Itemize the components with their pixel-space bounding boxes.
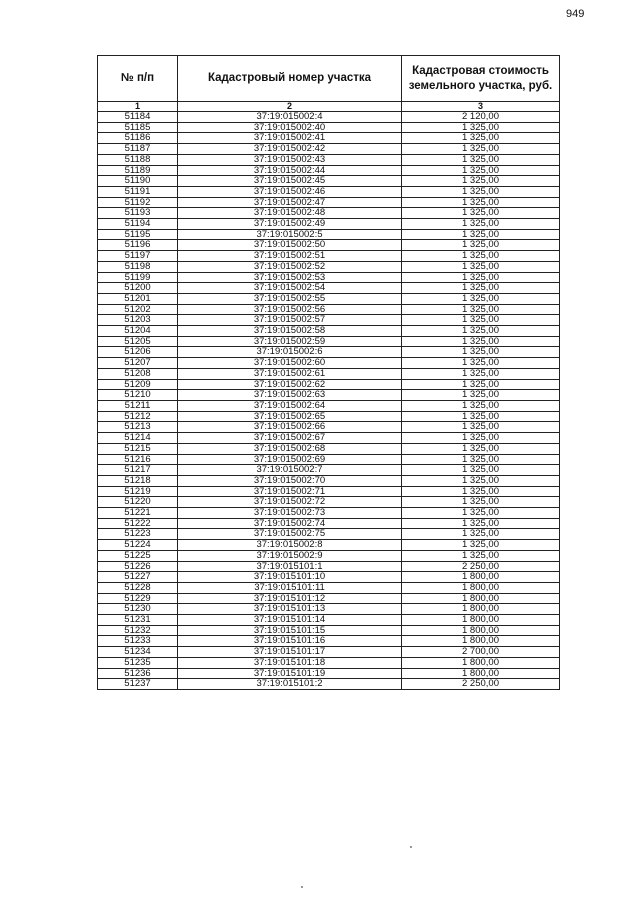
cadastral-value-cell: 1 325,00 — [402, 518, 560, 529]
table-row — [98, 508, 560, 519]
row-number-cell: 51212 — [98, 411, 178, 422]
table-row — [98, 229, 560, 240]
cadastral-value-cell: 1 325,00 — [402, 465, 560, 476]
table-row — [98, 197, 560, 208]
row-number-cell: 51220 — [98, 497, 178, 508]
table-row — [98, 186, 560, 197]
cadastral-value-cell: 1 325,00 — [402, 122, 560, 133]
cadastral-number-cell: 37:19:015002:63 — [178, 390, 402, 401]
row-number-cell: 51228 — [98, 582, 178, 593]
table-row — [98, 529, 560, 540]
table-row — [98, 293, 560, 304]
cadastral-value-cell: 1 325,00 — [402, 486, 560, 497]
cadastral-value-cell: 1 325,00 — [402, 411, 560, 422]
table-row — [98, 208, 560, 219]
cadastral-value-cell: 1 800,00 — [402, 657, 560, 668]
cadastral-value-cell: 1 325,00 — [402, 347, 560, 358]
table-row — [98, 347, 560, 358]
table-row — [98, 219, 560, 230]
cadastral-value-cell: 1 325,00 — [402, 229, 560, 240]
cadastral-number-cell: 37:19:015002:4 — [178, 112, 402, 123]
cadastral-number-cell: 37:19:015002:70 — [178, 475, 402, 486]
row-number-cell: 51190 — [98, 176, 178, 187]
cadastral-number-cell: 37:19:015101:12 — [178, 593, 402, 604]
row-number-cell: 51214 — [98, 433, 178, 444]
row-number-cell: 51188 — [98, 154, 178, 165]
row-number-cell: 51218 — [98, 475, 178, 486]
table-row — [98, 411, 560, 422]
table-row — [98, 144, 560, 155]
table-row — [98, 443, 560, 454]
table-row — [98, 251, 560, 262]
cadastral-number-cell: 37:19:015002:40 — [178, 122, 402, 133]
cadastral-value-cell: 1 325,00 — [402, 251, 560, 262]
table-row — [98, 112, 560, 123]
cadastral-value-cell: 1 325,00 — [402, 550, 560, 561]
row-number-cell: 51236 — [98, 668, 178, 679]
cadastral-value-cell: 1 325,00 — [402, 368, 560, 379]
cadastral-value-cell: 2 700,00 — [402, 647, 560, 658]
cadastral-value-cell: 1 325,00 — [402, 475, 560, 486]
table-row — [98, 304, 560, 315]
cadastral-value-cell: 1 325,00 — [402, 315, 560, 326]
cadastral-value-cell: 1 325,00 — [402, 261, 560, 272]
cadastral-number-cell: 37:19:015002:57 — [178, 315, 402, 326]
cadastral-value-cell: 1 325,00 — [402, 304, 560, 315]
cadastral-number-cell: 37:19:015002:51 — [178, 251, 402, 262]
column-number-3: 3 — [402, 102, 560, 112]
row-number-cell: 51222 — [98, 518, 178, 529]
row-number-cell: 51216 — [98, 454, 178, 465]
row-number-cell: 51192 — [98, 197, 178, 208]
row-number-cell: 51206 — [98, 347, 178, 358]
row-number-cell: 51215 — [98, 443, 178, 454]
cadastral-value-cell: 1 325,00 — [402, 390, 560, 401]
column-number-2: 2 — [178, 102, 402, 112]
table-row — [98, 625, 560, 636]
table-row — [98, 465, 560, 476]
cadastral-value-cell: 1 325,00 — [402, 176, 560, 187]
table-row — [98, 657, 560, 668]
cadastral-value-cell: 1 325,00 — [402, 272, 560, 283]
row-number-cell: 51224 — [98, 540, 178, 551]
cadastral-number-cell: 37:19:015002:65 — [178, 411, 402, 422]
cadastral-value-cell: 1 800,00 — [402, 604, 560, 615]
column-number-row — [98, 102, 560, 112]
cadastral-value-cell: 1 325,00 — [402, 443, 560, 454]
row-number-cell: 51187 — [98, 144, 178, 155]
row-number-cell: 51195 — [98, 229, 178, 240]
row-number-cell: 51232 — [98, 625, 178, 636]
table-row — [98, 176, 560, 187]
table-row — [98, 615, 560, 626]
row-number-cell: 51197 — [98, 251, 178, 262]
row-number-cell: 51186 — [98, 133, 178, 144]
table-body — [98, 112, 560, 690]
row-number-cell: 51202 — [98, 304, 178, 315]
cadastral-number-cell: 37:19:015002:47 — [178, 197, 402, 208]
table-row — [98, 636, 560, 647]
cadastral-value-cell: 2 250,00 — [402, 561, 560, 572]
row-number-cell: 51231 — [98, 615, 178, 626]
row-number-cell: 51203 — [98, 315, 178, 326]
cadastral-number-cell: 37:19:015002:42 — [178, 144, 402, 155]
row-number-cell: 51209 — [98, 379, 178, 390]
cadastral-value-cell: 1 325,00 — [402, 497, 560, 508]
cadastral-value-cell: 1 800,00 — [402, 668, 560, 679]
cadastral-number-cell: 37:19:015101:17 — [178, 647, 402, 658]
cadastral-number-cell: 37:19:015002:43 — [178, 154, 402, 165]
cadastral-number-cell: 37:19:015101:14 — [178, 615, 402, 626]
row-number-cell: 51189 — [98, 165, 178, 176]
cadastral-number-cell: 37:19:015002:9 — [178, 550, 402, 561]
cadastral-number-cell: 37:19:015002:52 — [178, 261, 402, 272]
table-row — [98, 315, 560, 326]
cadastral-value-table — [97, 55, 560, 690]
table-row — [98, 475, 560, 486]
cadastral-number-cell: 37:19:015002:58 — [178, 326, 402, 337]
header-cadastral-value: Кадастровая стоимость земельного участка, руб. — [402, 56, 560, 102]
table-row — [98, 122, 560, 133]
table-row — [98, 400, 560, 411]
table-row — [98, 154, 560, 165]
row-number-cell: 51201 — [98, 293, 178, 304]
scan-speck — [410, 846, 412, 848]
cadastral-value-cell: 1 800,00 — [402, 625, 560, 636]
cadastral-number-cell: 37:19:015101:15 — [178, 625, 402, 636]
cadastral-number-cell: 37:19:015002:41 — [178, 133, 402, 144]
row-number-cell: 51198 — [98, 261, 178, 272]
cadastral-value-cell: 1 325,00 — [402, 208, 560, 219]
table-row — [98, 582, 560, 593]
table-row — [98, 572, 560, 583]
row-number-cell: 51223 — [98, 529, 178, 540]
cadastral-value-cell: 1 800,00 — [402, 615, 560, 626]
row-number-cell: 51194 — [98, 219, 178, 230]
row-number-cell: 51193 — [98, 208, 178, 219]
table-row — [98, 518, 560, 529]
table-row — [98, 336, 560, 347]
table-row — [98, 668, 560, 679]
cadastral-number-cell: 37:19:015002:68 — [178, 443, 402, 454]
cadastral-value-cell: 1 325,00 — [402, 422, 560, 433]
cadastral-number-cell: 37:19:015002:55 — [178, 293, 402, 304]
table-row — [98, 379, 560, 390]
page-number: 949 — [566, 8, 585, 20]
cadastral-value-cell: 1 325,00 — [402, 283, 560, 294]
row-number-cell: 51226 — [98, 561, 178, 572]
row-number-cell: 51230 — [98, 604, 178, 615]
table-row — [98, 497, 560, 508]
cadastral-value-cell: 1 325,00 — [402, 133, 560, 144]
row-number-cell: 51234 — [98, 647, 178, 658]
cadastral-value-cell: 1 325,00 — [402, 219, 560, 230]
cadastral-number-cell: 37:19:015002:44 — [178, 165, 402, 176]
cadastral-number-cell: 37:19:015002:73 — [178, 508, 402, 519]
cadastral-value-cell: 1 325,00 — [402, 154, 560, 165]
cadastral-value-cell: 1 325,00 — [402, 240, 560, 251]
cadastral-number-cell: 37:19:015101:11 — [178, 582, 402, 593]
table-row — [98, 165, 560, 176]
cadastral-number-cell: 37:19:015002:61 — [178, 368, 402, 379]
row-number-cell: 51225 — [98, 550, 178, 561]
table-row — [98, 368, 560, 379]
column-number-1: 1 — [98, 102, 178, 112]
cadastral-number-cell: 37:19:015002:53 — [178, 272, 402, 283]
row-number-cell: 51205 — [98, 336, 178, 347]
cadastral-value-cell: 1 325,00 — [402, 433, 560, 444]
cadastral-number-cell: 37:19:015002:72 — [178, 497, 402, 508]
cadastral-number-cell: 37:19:015002:56 — [178, 304, 402, 315]
table-row — [98, 647, 560, 658]
cadastral-value-cell: 1 325,00 — [402, 197, 560, 208]
table-header-row — [98, 56, 560, 102]
table-row — [98, 604, 560, 615]
row-number-cell: 51210 — [98, 390, 178, 401]
cadastral-number-cell: 37:19:015002:64 — [178, 400, 402, 411]
table-row — [98, 486, 560, 497]
row-number-cell: 51191 — [98, 186, 178, 197]
cadastral-value-cell: 1 325,00 — [402, 529, 560, 540]
cadastral-number-cell: 37:19:015101:10 — [178, 572, 402, 583]
header-row-number: № п/п — [98, 56, 178, 102]
row-number-cell: 51208 — [98, 368, 178, 379]
row-number-cell: 51199 — [98, 272, 178, 283]
cadastral-number-cell: 37:19:015101:13 — [178, 604, 402, 615]
row-number-cell: 51213 — [98, 422, 178, 433]
cadastral-number-cell: 37:19:015002:5 — [178, 229, 402, 240]
row-number-cell: 51196 — [98, 240, 178, 251]
cadastral-value-cell: 2 120,00 — [402, 112, 560, 123]
cadastral-value-cell: 2 250,00 — [402, 679, 560, 690]
cadastral-number-cell: 37:19:015002:60 — [178, 358, 402, 369]
row-number-cell: 51227 — [98, 572, 178, 583]
cadastral-number-cell: 37:19:015101:1 — [178, 561, 402, 572]
cadastral-number-cell: 37:19:015002:59 — [178, 336, 402, 347]
table-row — [98, 454, 560, 465]
table-row — [98, 433, 560, 444]
row-number-cell: 51221 — [98, 508, 178, 519]
cadastral-number-cell: 37:19:015002:75 — [178, 529, 402, 540]
cadastral-number-cell: 37:19:015002:66 — [178, 422, 402, 433]
cadastral-number-cell: 37:19:015002:8 — [178, 540, 402, 551]
table-row — [98, 358, 560, 369]
table-row — [98, 326, 560, 337]
cadastral-value-cell: 1 800,00 — [402, 572, 560, 583]
row-number-cell: 51229 — [98, 593, 178, 604]
row-number-cell: 51217 — [98, 465, 178, 476]
cadastral-value-cell: 1 325,00 — [402, 326, 560, 337]
table-row — [98, 390, 560, 401]
cadastral-value-cell: 1 800,00 — [402, 636, 560, 647]
table-row — [98, 593, 560, 604]
cadastral-number-cell: 37:19:015002:74 — [178, 518, 402, 529]
cadastral-number-cell: 37:19:015002:46 — [178, 186, 402, 197]
table-row — [98, 240, 560, 251]
cadastral-value-cell: 1 325,00 — [402, 540, 560, 551]
cadastral-number-cell: 37:19:015002:69 — [178, 454, 402, 465]
table-row — [98, 272, 560, 283]
cadastral-value-cell: 1 800,00 — [402, 582, 560, 593]
cadastral-value-cell: 1 325,00 — [402, 454, 560, 465]
cadastral-number-cell: 37:19:015002:7 — [178, 465, 402, 476]
row-number-cell: 51200 — [98, 283, 178, 294]
cadastral-number-cell: 37:19:015101:19 — [178, 668, 402, 679]
row-number-cell: 51233 — [98, 636, 178, 647]
cadastral-value-cell: 1 325,00 — [402, 400, 560, 411]
cadastral-number-cell: 37:19:015002:49 — [178, 219, 402, 230]
cadastral-value-cell: 1 325,00 — [402, 165, 560, 176]
cadastral-number-cell: 37:19:015002:45 — [178, 176, 402, 187]
row-number-cell: 51184 — [98, 112, 178, 123]
cadastral-value-cell: 1 800,00 — [402, 593, 560, 604]
table-row — [98, 283, 560, 294]
table-row — [98, 561, 560, 572]
row-number-cell: 51204 — [98, 326, 178, 337]
table-row — [98, 422, 560, 433]
cadastral-number-cell: 37:19:015101:2 — [178, 679, 402, 690]
row-number-cell: 51235 — [98, 657, 178, 668]
cadastral-number-cell: 37:19:015002:71 — [178, 486, 402, 497]
row-number-cell: 51185 — [98, 122, 178, 133]
table-row — [98, 540, 560, 551]
table-row — [98, 679, 560, 690]
row-number-cell: 51211 — [98, 400, 178, 411]
cadastral-number-cell: 37:19:015002:6 — [178, 347, 402, 358]
cadastral-number-cell: 37:19:015101:18 — [178, 657, 402, 668]
row-number-cell: 51207 — [98, 358, 178, 369]
table-row — [98, 133, 560, 144]
cadastral-number-cell: 37:19:015002:54 — [178, 283, 402, 294]
cadastral-value-cell: 1 325,00 — [402, 379, 560, 390]
table-row — [98, 261, 560, 272]
cadastral-value-cell: 1 325,00 — [402, 358, 560, 369]
row-number-cell: 51237 — [98, 679, 178, 690]
cadastral-value-cell: 1 325,00 — [402, 186, 560, 197]
cadastral-value-cell: 1 325,00 — [402, 144, 560, 155]
row-number-cell: 51219 — [98, 486, 178, 497]
cadastral-number-cell: 37:19:015002:62 — [178, 379, 402, 390]
cadastral-value-cell: 1 325,00 — [402, 508, 560, 519]
cadastral-value-cell: 1 325,00 — [402, 293, 560, 304]
header-cadastral-number: Кадастровый номер участка — [178, 56, 402, 102]
cadastral-number-cell: 37:19:015002:50 — [178, 240, 402, 251]
cadastral-number-cell: 37:19:015002:67 — [178, 433, 402, 444]
table-row — [98, 550, 560, 561]
cadastral-number-cell: 37:19:015002:48 — [178, 208, 402, 219]
scan-speck — [301, 886, 303, 888]
cadastral-number-cell: 37:19:015101:16 — [178, 636, 402, 647]
cadastral-value-cell: 1 325,00 — [402, 336, 560, 347]
